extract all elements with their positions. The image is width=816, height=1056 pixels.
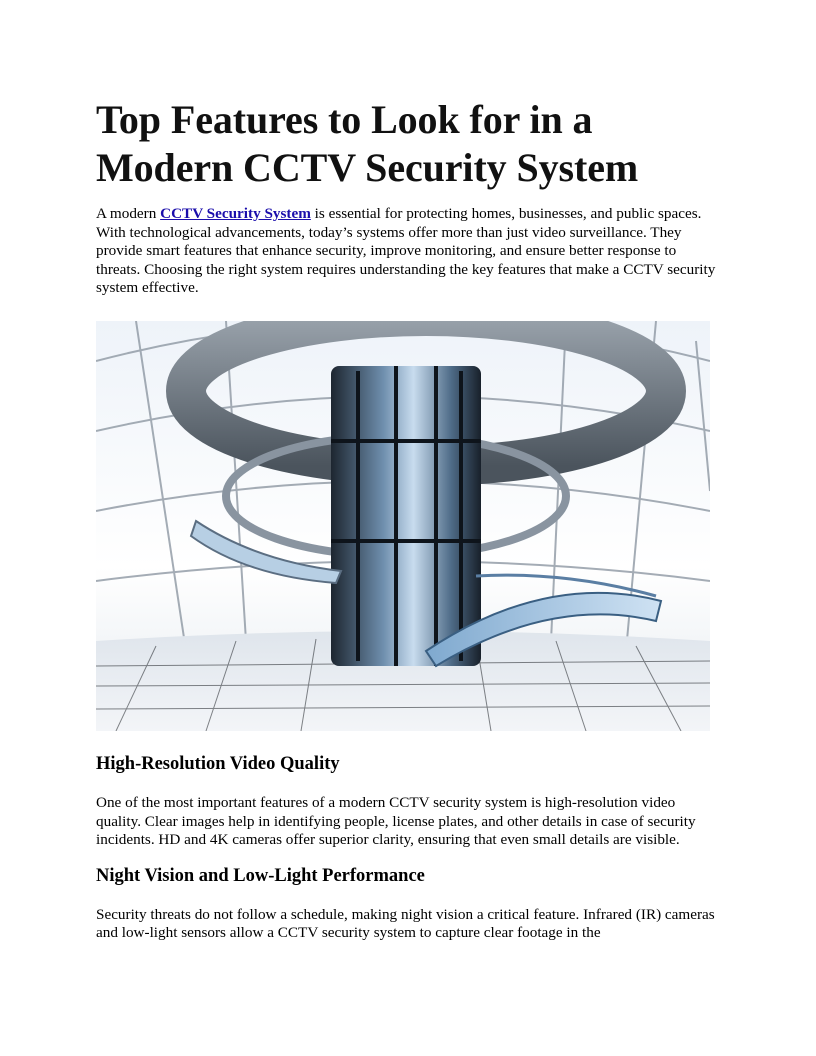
cctv-security-system-link[interactable]: CCTV Security System <box>160 205 311 222</box>
article-title: Top Features to Look for in a Modern CCTV Security System <box>96 97 639 190</box>
section-body-night-vision: Security threats do not follow a schedule, making night vision a critical feature. Infrared (IR) cameras and low-light sensors allow a CCTV security system to capture clear footage in the <box>96 905 715 942</box>
section-heading-high-resolution: High-Resolution Video Quality <box>96 753 340 774</box>
section-body-high-resolution: One of the most important features of a modern CCTV security system is high-resolution video quality. Clear images help in identifying people, license plates, and other details in case of security incidents. HD and 4K cameras offer superior clarity, ensuring that even small details are visible. <box>96 793 696 849</box>
document-page <box>96 96 720 943</box>
spiral-staircase-photo <box>96 321 710 731</box>
section-heading-night-vision: Night Vision and Low-Light Performance <box>96 865 425 886</box>
intro-suffix: is essential for protecting homes, businesses, and public spaces. With technological advancements, today’s systems offer more than just video surveillance. They provide smart features that enhance security, improve monitoring, and ensure better response to threats. Choosing the right system requires understanding the key features that make a CCTV security system effective. <box>96 205 716 297</box>
intro-prefix: A modern <box>96 205 161 222</box>
intro-paragraph <box>96 205 720 298</box>
